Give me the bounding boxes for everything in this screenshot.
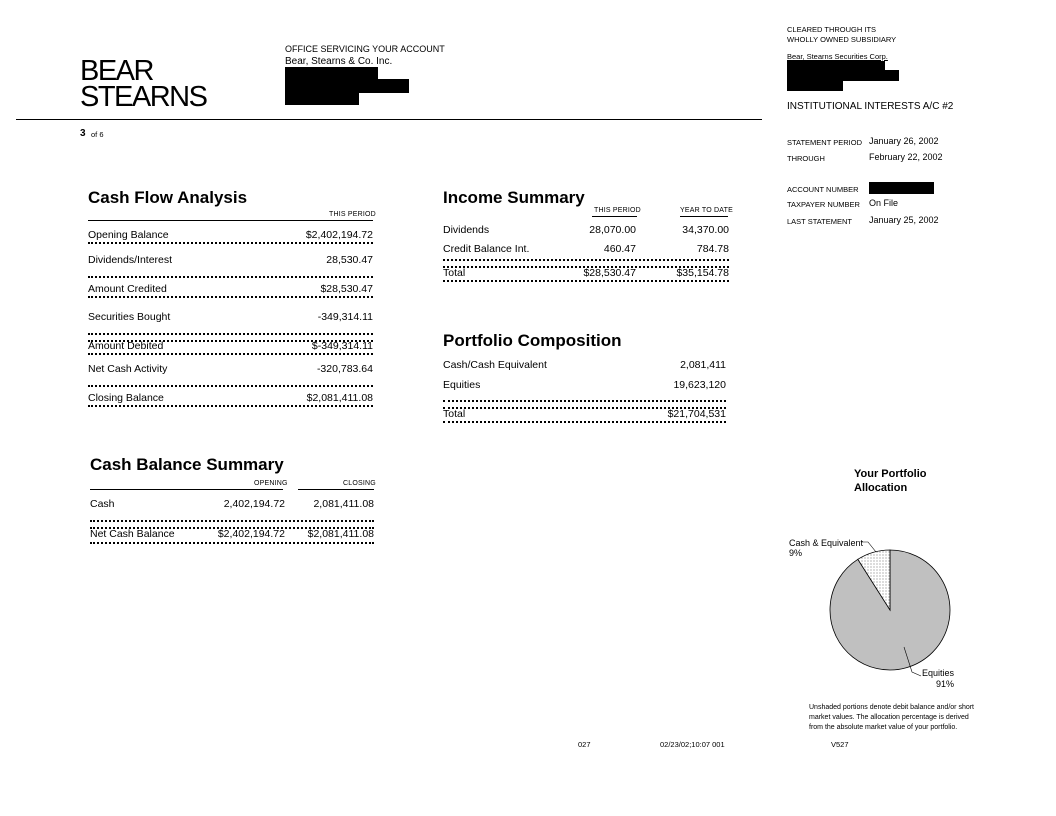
footer-code-2: V527	[831, 740, 849, 749]
portfolio-title: Portfolio Composition	[443, 331, 622, 350]
cash-flow-row-amount-debited	[88, 340, 373, 352]
clearing-name: Bear, Stearns Securities Corp.	[787, 52, 888, 61]
column-rule	[298, 489, 374, 490]
row-value: $-349,314.11	[311, 340, 373, 352]
dotted-rule	[88, 296, 373, 300]
row-label: Dividends	[443, 224, 490, 236]
allocation-note-line-2: market values. The allocation percentage is derived	[809, 714, 969, 721]
row-value-this-period: $28,530.47	[583, 267, 636, 279]
row-label: Cash	[90, 498, 115, 510]
dotted-rule	[88, 353, 373, 357]
row-value-ytd: 34,370.00	[682, 224, 729, 236]
through-value: February 22, 2002	[869, 152, 943, 162]
allocation-title-line-1: Your Portfolio	[854, 468, 927, 480]
row-value: $21,704,531	[667, 408, 726, 420]
footer-code-1: 027	[578, 740, 591, 749]
portfolio-row-cash	[443, 359, 726, 371]
row-value-closing: $2,081,411.08	[307, 528, 374, 540]
row-value-opening: 2,402,194.72	[223, 498, 285, 510]
row-value: $2,402,194.72	[305, 229, 373, 241]
statement-period-label: STATEMENT PERIOD	[787, 138, 863, 147]
row-label: Amount Debited	[88, 340, 164, 352]
income-row-dividends	[443, 224, 729, 236]
cash-balance-col-closing: CLOSING	[343, 480, 376, 487]
row-value: 19,623,120	[673, 379, 726, 391]
income-title: Income Summary	[443, 188, 585, 207]
redaction-block	[285, 79, 409, 93]
allocation-note-line-3: from the absolute market value of your portfolio.	[809, 724, 958, 731]
taxpayer-label: TAXPAYER NUMBER	[787, 200, 860, 209]
row-value-ytd: 784.78	[696, 243, 729, 255]
column-rule	[90, 489, 283, 490]
redaction-block	[787, 81, 843, 91]
allocation-note	[809, 703, 987, 733]
row-label: Closing Balance	[88, 392, 164, 404]
section-rule	[88, 220, 373, 221]
portfolio-row-equities	[443, 379, 726, 391]
allocation-pie-chart	[780, 530, 980, 700]
row-value-ytd: $35,154.78	[676, 267, 729, 279]
row-label: Net Cash Balance	[90, 528, 175, 540]
row-label: Total	[443, 267, 466, 279]
clearing-line-1: CLEARED THROUGH ITS	[787, 25, 877, 34]
last-statement-value: January 25, 2002	[869, 215, 939, 225]
allocation-note-line-1: Unshaded portions denote debit balance and/or short	[809, 704, 975, 711]
office-name: Bear, Stearns & Co. Inc.	[285, 56, 393, 67]
column-rule	[592, 216, 637, 217]
redaction-block	[787, 61, 885, 70]
cash-slice-name: Cash & Equivalent	[789, 538, 864, 548]
income-row-total	[443, 267, 729, 279]
row-value: -320,783.64	[316, 363, 373, 375]
equities-slice-pct: 91%	[935, 679, 954, 689]
row-label: Net Cash Activity	[88, 363, 168, 375]
redaction-block	[285, 67, 378, 79]
portfolio-row-total	[443, 408, 726, 420]
account-number-redacted	[869, 182, 934, 194]
redaction-block	[285, 93, 359, 105]
allocation-title-line-2: Allocation	[854, 482, 908, 494]
row-value-this-period: 28,070.00	[589, 224, 636, 236]
cash-flow-row-net-activity	[88, 363, 373, 375]
income-col-this-period: THIS PERIOD	[594, 207, 641, 214]
cash-flow-row-closing	[88, 392, 373, 404]
statement-period-value: January 26, 2002	[869, 136, 939, 146]
cash-balance-title: Cash Balance Summary	[90, 455, 284, 474]
row-value-opening: $2,402,194.72	[217, 528, 285, 540]
dotted-rule	[88, 385, 373, 389]
account-number-label: ACCOUNT NUMBER	[787, 185, 859, 194]
logo-line-1: BEAR	[80, 55, 153, 87]
taxpayer-value: On File	[869, 198, 899, 208]
equities-slice-name: Equities	[921, 668, 954, 678]
row-label: Equities	[443, 379, 481, 391]
clearing-line-2: WHOLLY OWNED SUBSIDIARY	[787, 35, 897, 44]
dotted-rule	[88, 405, 373, 409]
header-rule	[16, 119, 762, 120]
logo-line-2: STEARNS	[80, 81, 207, 113]
row-label: Securities Bought	[88, 311, 171, 323]
dotted-rule	[90, 542, 374, 546]
income-col-ytd: YEAR TO DATE	[680, 207, 733, 214]
dotted-rule	[88, 276, 373, 280]
cash-balance-col-opening: OPENING	[254, 480, 288, 487]
row-value-closing: 2,081,411.08	[313, 498, 374, 510]
cash-flow-title: Cash Flow Analysis	[88, 188, 248, 207]
account-title: INSTITUTIONAL INTERESTS A/C #2	[787, 101, 954, 112]
cash-flow-col-header: THIS PERIOD	[329, 211, 376, 218]
last-statement-label: LAST STATEMENT	[787, 217, 853, 226]
allocation-title	[854, 467, 927, 495]
dotted-rule	[443, 421, 726, 425]
row-value: $28,530.47	[320, 283, 373, 295]
income-row-credit-int	[443, 243, 729, 255]
column-rule	[680, 216, 728, 217]
cash-flow-row-securities-bought	[88, 311, 373, 323]
row-label: Opening Balance	[88, 229, 169, 241]
dotted-rule	[88, 242, 373, 246]
cash-flow-row-opening	[88, 229, 373, 241]
cash-balance-row-cash	[90, 498, 374, 510]
row-label: Total	[443, 408, 466, 420]
through-label: THROUGH	[787, 154, 825, 163]
row-label: Credit Balance Int.	[443, 243, 530, 255]
cash-flow-row-dividends	[88, 254, 373, 266]
row-value: 2,081,411	[680, 359, 726, 371]
row-value: -349,314.11	[317, 311, 373, 323]
cash-balance-row-net	[90, 528, 374, 540]
cash-flow-row-amount-credited	[88, 283, 373, 295]
cash-slice-pct: 9%	[789, 548, 803, 558]
row-label: Amount Credited	[88, 283, 167, 295]
office-label: OFFICE SERVICING YOUR ACCOUNT	[285, 44, 445, 54]
page-number: 3	[80, 128, 86, 139]
dotted-rule	[443, 280, 729, 284]
bear-stearns-logo	[80, 55, 207, 113]
row-label: Cash/Cash Equivalent	[443, 359, 547, 371]
row-label: Dividends/Interest	[88, 254, 173, 266]
redaction-block	[787, 70, 899, 81]
cash-leader-line	[861, 542, 876, 552]
page-of: of 6	[91, 130, 104, 139]
row-value-this-period: 460.47	[603, 243, 636, 255]
row-value: 28,530.47	[326, 254, 373, 266]
row-value: $2,081,411.08	[306, 392, 373, 404]
footer-timestamp: 02/23/02;10:07 001	[660, 740, 725, 749]
